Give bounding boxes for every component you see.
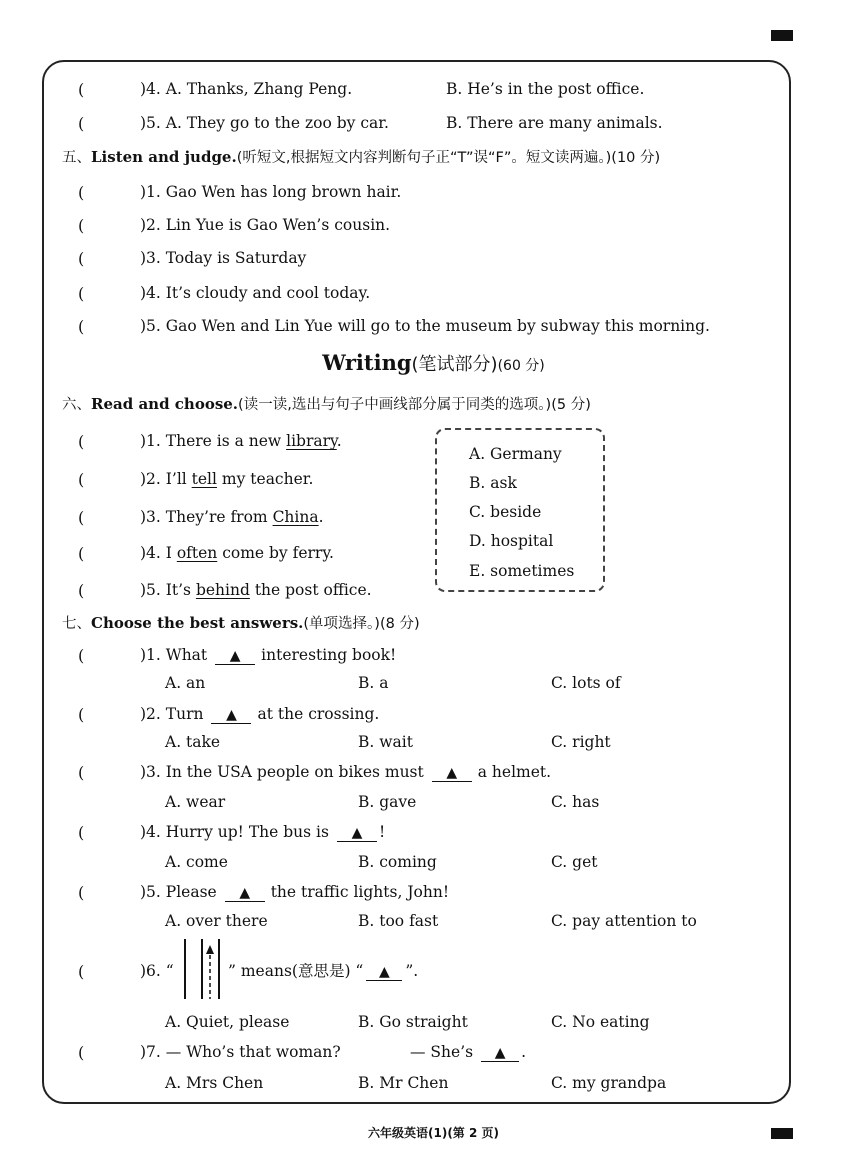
answer-paren: ( <box>78 216 85 235</box>
mc-5-option-c: C. pay attention to <box>551 912 697 930</box>
mc-question-7-answer <box>410 1042 526 1062</box>
answer-paren: ( <box>78 508 85 527</box>
word-option-d: D. hospital <box>469 532 554 550</box>
answer-paren: ( <box>78 114 85 133</box>
section-7-title: Choose the best answers. <box>91 614 304 632</box>
section-6-instruction: (读一读,选出与句子中画线部分属于同类的选项。)(5 分) <box>238 397 591 413</box>
mc-5-option-a: A. over there <box>165 912 268 930</box>
word-option-c: C. beside <box>469 503 542 521</box>
section-6-title: Read and choose. <box>91 395 239 413</box>
corner-mark-top <box>771 30 793 41</box>
mc-question-6-post: ”. <box>405 962 419 980</box>
section-5-number: 五、 <box>62 150 91 166</box>
answer-paren: ( <box>78 581 85 600</box>
section-5-header <box>62 147 660 168</box>
choose-item-3 <box>140 507 324 527</box>
mc-question-2-post: at the crossing. <box>257 705 380 723</box>
mc-2-option-c: C. right <box>551 733 611 751</box>
mc-question-1-pre: )1. What <box>140 646 208 664</box>
choose-item-2-underlined: tell <box>191 470 217 488</box>
answer-paren: ( <box>78 1043 85 1062</box>
answer-paren: ( <box>78 823 85 842</box>
writing-title-zh: (笔试部分) <box>411 354 498 375</box>
judge-item-5: )5. Gao Wen and Lin Yue will go to the museum by subway this morning. <box>140 317 710 335</box>
choose-item-3-underlined: China <box>272 508 319 526</box>
choose-item-2-post: my teacher. <box>216 470 314 488</box>
mc-1-option-b: B. a <box>358 674 389 692</box>
answer-paren: ( <box>78 883 85 902</box>
section-7-number: 七、 <box>62 616 91 632</box>
mc-2-option-a: A. take <box>165 733 221 751</box>
answer-paren: ( <box>78 317 85 336</box>
word-option-e: E. sometimes <box>469 562 575 580</box>
choose-item-5 <box>140 580 372 600</box>
question-4-5-option-b: B. There are many animals. <box>446 114 663 132</box>
choose-item-4-underlined: often <box>176 544 218 562</box>
mc-question-3-post: a helmet. <box>477 763 552 781</box>
choose-item-4-post: come by ferry. <box>217 544 334 562</box>
choose-item-3-post: . <box>318 508 324 526</box>
mc-6-option-c: C. No eating <box>551 1013 650 1031</box>
choose-item-1-underlined: library <box>286 432 337 450</box>
mc-7-option-c: C. my grandpa <box>551 1074 667 1092</box>
answer-paren: ( <box>78 183 85 202</box>
question-4-4: )4. A. Thanks, Zhang Peng. <box>140 80 353 98</box>
mc-6-option-b: B. Go straight <box>358 1013 468 1031</box>
mc-5-option-b: B. too fast <box>358 912 439 930</box>
answer-paren: ( <box>78 470 85 489</box>
mc-question-2 <box>140 704 379 724</box>
section-5-instruction: (听短文,根据短文内容判断句子正“T”误“F”。短文读两遍。)(10 分) <box>236 150 661 166</box>
mc-question-4 <box>140 822 385 842</box>
mc-question-6-mid: ” means(意思是) “ <box>228 962 364 980</box>
mc-question-6 <box>228 961 418 981</box>
mc-3-option-a: A. wear <box>165 793 226 811</box>
mc-4-option-c: C. get <box>551 853 598 871</box>
section-7-instruction: (单项选择。)(8 分) <box>303 616 420 632</box>
mc-question-3 <box>140 762 551 782</box>
mc-4-option-a: A. come <box>165 853 228 871</box>
section-5-title: Listen and judge. <box>91 148 237 166</box>
mc-question-1-post: interesting book! <box>261 646 397 664</box>
choose-item-1 <box>140 431 342 451</box>
answer-paren: ( <box>78 705 85 724</box>
choose-item-4-pre: )4. I <box>140 544 177 562</box>
writing-title-en: Writing <box>322 350 412 375</box>
mc-question-6-pre: )6. “ <box>140 962 174 980</box>
answer-blank: ▲ <box>481 1045 519 1062</box>
answer-paren: ( <box>78 249 85 268</box>
mc-7-option-b: B. Mr Chen <box>358 1074 449 1092</box>
section-6-number: 六、 <box>62 397 91 413</box>
mc-question-7-end: . <box>521 1043 527 1061</box>
word-option-b: B. ask <box>469 474 517 492</box>
go-straight-road-sign-icon <box>180 937 228 1001</box>
section-7-header <box>62 613 420 634</box>
answer-blank: ▲ <box>337 825 377 842</box>
question-4-4-option-b: B. He’s in the post office. <box>446 80 645 98</box>
mc-1-option-c: C. lots of <box>551 674 621 692</box>
answer-blank: ▲ <box>211 707 251 724</box>
choose-item-5-pre: )5. It’s <box>140 581 196 599</box>
mc-4-option-b: B. coming <box>358 853 437 871</box>
writing-section-title <box>0 350 867 376</box>
answer-blank: ▲ <box>432 765 472 782</box>
mc-question-2-pre: )2. Turn <box>140 705 204 723</box>
mc-3-option-c: C. has <box>551 793 600 811</box>
mc-2-option-b: B. wait <box>358 733 413 751</box>
judge-item-3: )3. Today is Saturday <box>140 249 307 267</box>
mc-7-option-a: A. Mrs Chen <box>165 1074 264 1092</box>
choose-item-4 <box>140 543 334 563</box>
mc-question-4-post: ! <box>378 823 386 841</box>
mc-6-option-a: A. Quiet, please <box>165 1013 290 1031</box>
answer-paren: ( <box>78 962 85 981</box>
mc-question-5 <box>140 882 449 902</box>
answer-paren: ( <box>78 763 85 782</box>
choose-item-1-post: . <box>336 432 342 450</box>
judge-item-2: )2. Lin Yue is Gao Wen’s cousin. <box>140 216 391 234</box>
writing-title-score: (60 分) <box>497 358 545 374</box>
word-options-box <box>435 428 605 592</box>
answer-paren: ( <box>78 80 85 99</box>
choose-item-2-pre: )2. I’ll <box>140 470 192 488</box>
answer-blank: ▲ <box>215 648 255 665</box>
choose-item-2 <box>140 469 313 489</box>
mc-3-option-b: B. gave <box>358 793 417 811</box>
answer-paren: ( <box>78 646 85 665</box>
choose-item-5-post: the post office. <box>249 581 372 599</box>
choose-item-3-pre: )3. They’re from <box>140 508 273 526</box>
page-footer: 六年级英语(1)(第 2 页) <box>368 1126 499 1140</box>
mc-question-7-pre: )7. — Who’s that woman? <box>140 1043 341 1061</box>
answer-blank: ▲ <box>366 964 402 981</box>
choose-item-5-underlined: behind <box>195 581 250 599</box>
word-option-a: A. Germany <box>469 445 562 463</box>
section-6-header <box>62 394 591 415</box>
answer-paren: ( <box>78 284 85 303</box>
mc-question-7-reply: — She’s <box>410 1043 474 1061</box>
judge-item-4: )4. It’s cloudy and cool today. <box>140 284 371 302</box>
mc-question-4-pre: )4. Hurry up! The bus is <box>140 823 329 841</box>
question-4-5: )5. A. They go to the zoo by car. <box>140 114 389 132</box>
answer-blank: ▲ <box>225 885 265 902</box>
choose-item-1-pre: )1. There is a new <box>140 432 287 450</box>
answer-paren: ( <box>78 544 85 563</box>
answer-paren: ( <box>78 432 85 451</box>
mc-1-option-a: A. an <box>165 674 206 692</box>
mc-question-5-post: the traffic lights, John! <box>270 883 450 901</box>
mc-question-5-pre: )5. Please <box>140 883 217 901</box>
mc-question-1 <box>140 645 396 665</box>
judge-item-1: )1. Gao Wen has long brown hair. <box>140 183 402 201</box>
mc-question-3-pre: )3. In the USA people on bikes must <box>140 763 424 781</box>
